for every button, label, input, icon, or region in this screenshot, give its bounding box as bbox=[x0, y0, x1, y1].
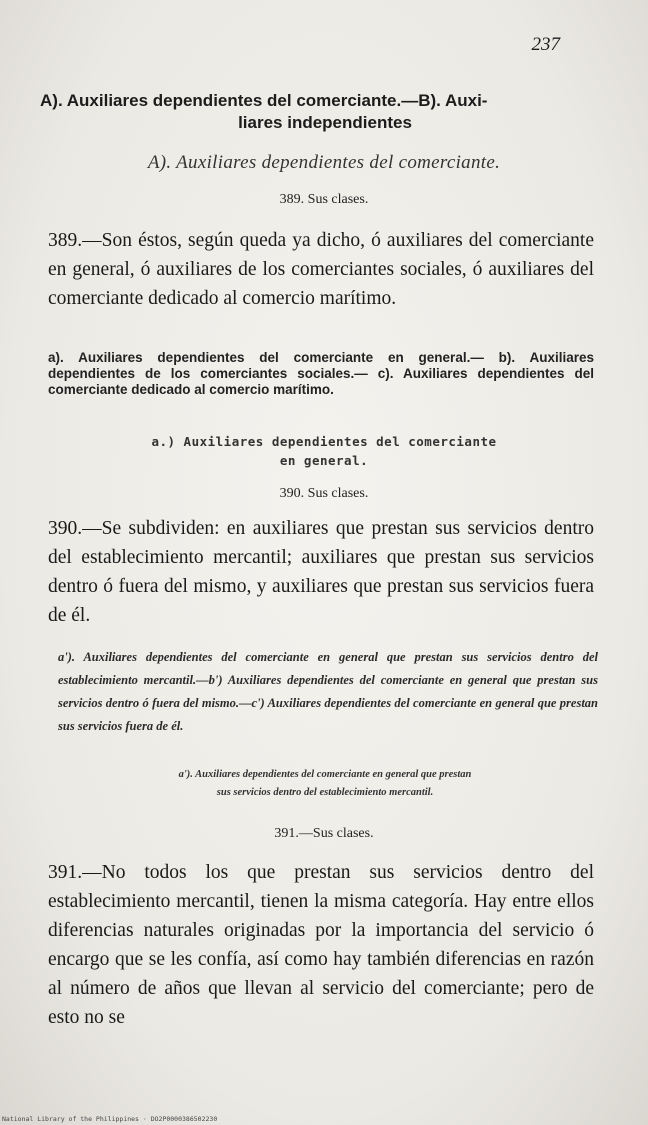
blackletter-heading-line2: en general. bbox=[279, 453, 369, 468]
section-390-heading: 390. Sus clases. bbox=[279, 486, 369, 501]
italic-subheading: A). Auxiliares dependientes del comerciante. bbox=[147, 152, 501, 173]
blackletter-heading-line1: a.) Auxiliares dependientes del comerciante bbox=[151, 434, 497, 449]
section-389-heading: 389. Sus clases. bbox=[279, 192, 369, 207]
paragraph-390: 390.—Se subdividen: en auxiliares que prestan sus servicios dentro del establecimiento mercantil; auxiliares que prestan sus servicios dentro ó fuera del mismo, y auxiliares que prestan sus servicios fuera de él. bbox=[48, 518, 594, 626]
main-heading bbox=[40, 90, 610, 134]
italic-list: a'). Auxiliares dependientes del comerciante en general que prestan sus servicios dentro del establecimiento mercantil.—b') Auxiliares dependientes del comerciante en general que prestan sus servicios dentro ó fuera del mismo.—c') Auxiliares dependientes del comerciante en general que prestan sus servicios fuera de él. bbox=[58, 650, 598, 733]
paragraph-389: 389.—Son éstos, según queda ya dicho, ó auxiliares del comerciante en general, ó auxiliares de los comerciantes sociales, ó auxiliares del comerciante dedicado al comercio marítimo. bbox=[48, 230, 594, 309]
list-abc: a). Auxiliares dependientes del comerciante en general.— b). Auxiliares dependientes de los comerciantes sociales.— c). Auxiliares dependientes del comerciante dedicado al comercio marítimo. bbox=[48, 350, 594, 397]
paragraph-391: 391.—No todos los que prestan sus servicios dentro del establecimiento mercantil, tienen la misma categoría. Hay entre ellos diferencias naturales originadas por la importancia del servicio ó encargo que se les confía, así como hay también diferencias en razón al número de años que llevan al servicio del comerciante; pero de esto no se bbox=[48, 862, 594, 1028]
section-391-heading: 391.—Sus clases. bbox=[274, 826, 374, 841]
library-footer: National Library of the Philippines · DO2P0000386502230 bbox=[2, 1115, 218, 1123]
italic-small-line1: a'). Auxiliares dependientes del comerciante en general que prestan bbox=[178, 769, 472, 780]
main-heading-line2: liares independientes bbox=[238, 113, 412, 132]
main-heading-line1: A). Auxiliares dependientes del comerciante.—B). Auxi- bbox=[40, 91, 488, 110]
italic-small-line2: sus servicios dentro del establecimiento mercantil. bbox=[216, 787, 434, 798]
page-number: 237 bbox=[531, 34, 560, 55]
